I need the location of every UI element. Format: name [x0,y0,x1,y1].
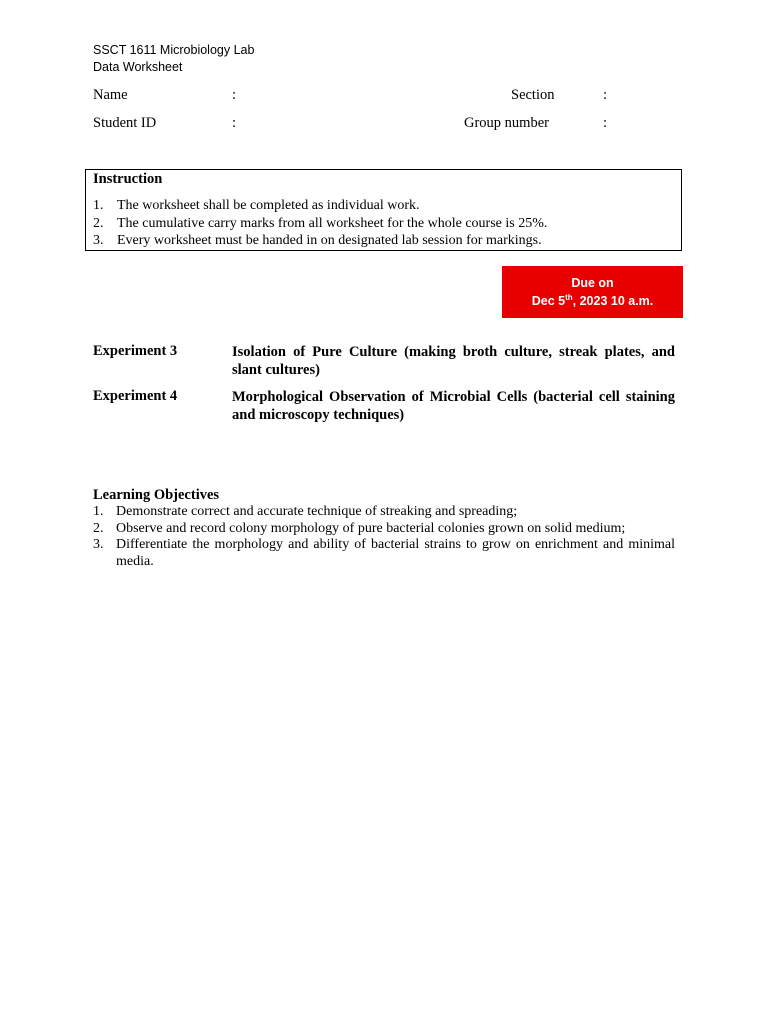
section-colon: : [603,87,608,103]
instruction-item-number: 3. [93,233,104,248]
experiment-title: Isolation of Pure Culture (making broth culture, streak plates, and slant cultures) [232,344,675,378]
experiment-title: Morphological Observation of Microbial Cells (bacterial cell staining and microscopy techniques) [232,389,675,423]
objective-text: Demonstrate correct and accurate technique of streaking and spreading; [116,504,518,519]
objective-item [93,504,675,521]
objective-text: Observe and record colony morphology of pure bacterial colonies grown on solid medium; [116,520,626,536]
name-label: Name [93,87,128,103]
instruction-item-text: The cumulative carry marks from all worksheet for the whole course is 25%. [117,215,548,231]
objective-number: 2. [93,520,104,536]
instruction-list [93,197,547,250]
instruction-title: Instruction [93,171,163,187]
instruction-box [85,169,682,251]
document-header [93,42,254,76]
name-section-row [0,87,768,107]
experiment-label: Experiment 4 [93,388,178,404]
instruction-item-text: The worksheet shall be completed as individual work. [117,198,420,213]
instruction-item-text: Every worksheet must be handed in on designated lab session for markings. [117,233,542,248]
experiment-label: Experiment 3 [93,343,178,359]
instruction-item [93,215,547,233]
name-colon: : [232,87,237,103]
student-id-label: Student ID [93,115,157,131]
group-number-label: Group number [464,115,549,131]
id-group-row [0,115,768,135]
student-id-colon: : [232,115,237,131]
objective-item [93,537,675,570]
course-title: SSCT 1611 Microbiology Lab [93,43,255,57]
due-date: Dec 5th, 2023 10 a.m. [531,292,654,308]
document-type: Data Worksheet [93,60,183,74]
learning-objectives-title: Learning Objectives [93,487,220,503]
instruction-item [93,197,547,215]
due-label: Due on [571,276,614,290]
section-label: Section [511,87,555,103]
instruction-item-number: 2. [93,215,104,231]
objective-text: Differentiate the morphology and ability of bacterial strains to grow on enrichment and minimal media. [116,537,675,569]
instruction-item [93,232,547,250]
due-date-banner [502,266,683,318]
objective-item [93,521,675,538]
objective-number: 1. [93,504,104,519]
group-number-colon: : [603,115,608,131]
instruction-item-number: 1. [93,198,104,213]
learning-objectives [93,486,675,570]
objective-number: 3. [93,537,104,552]
